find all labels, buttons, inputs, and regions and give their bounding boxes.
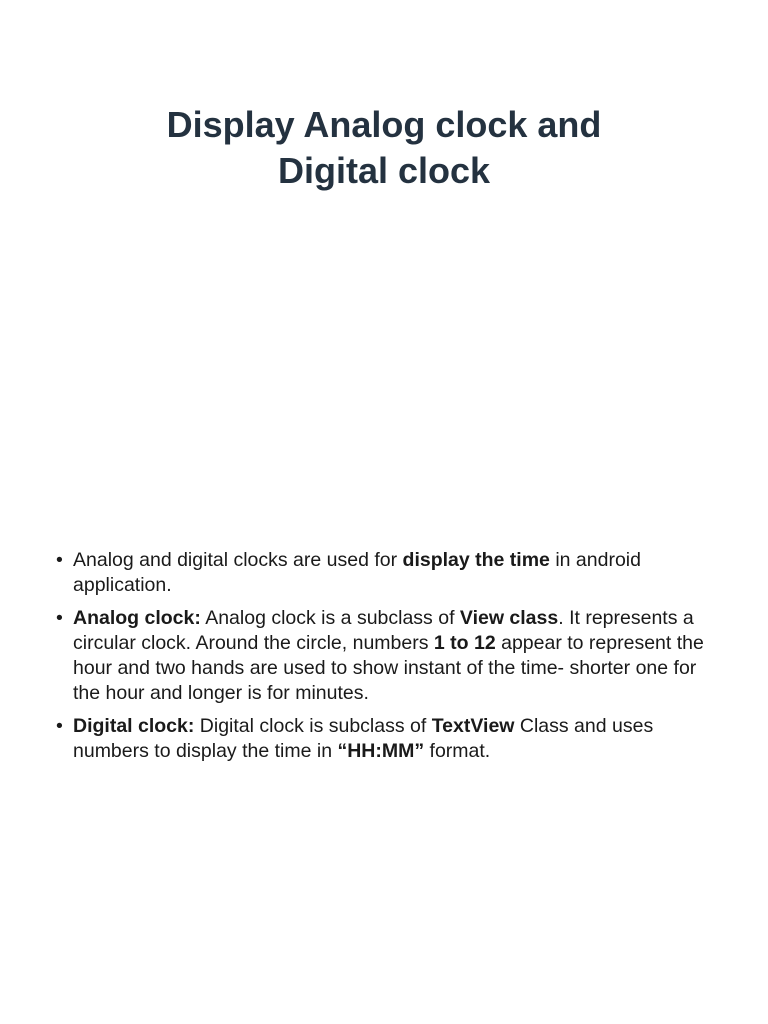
bullet-text: Analog clock is a subclass of xyxy=(200,607,460,629)
slide-title xyxy=(60,102,708,194)
bullet-text: format. xyxy=(424,740,491,762)
bullet-bold-text: Digital clock: xyxy=(73,715,195,737)
bullet-item-analog-clock xyxy=(56,606,716,706)
slide-title-line-1: Display Analog clock and xyxy=(166,104,602,146)
bullet-bold-text: TextView xyxy=(431,715,515,737)
bullet-bold-text: Analog clock: xyxy=(73,607,201,629)
bullet-text: Analog and digital clocks are used for xyxy=(73,549,403,571)
bullet-list xyxy=(56,548,716,772)
bullet-dot-icon: • xyxy=(56,715,63,737)
bullet-text: in android application. xyxy=(73,549,641,596)
bullet-text: Class and uses numbers to display the time in xyxy=(73,715,654,762)
bullet-bold-text: display the time xyxy=(402,549,550,571)
bullet-text: appear to represent the hour and two hands are used to show instant of the time- shorter one for the hour and longer is for minutes. xyxy=(73,632,704,704)
bullet-bold-text: View class xyxy=(459,607,559,629)
bullet-item-analog-digital-intro xyxy=(56,548,716,598)
bullet-dot-icon: • xyxy=(56,607,63,629)
slide-title-line-2: Digital clock xyxy=(277,150,491,192)
bullet-text: Digital clock is subclass of xyxy=(194,715,432,737)
bullet-bold-text: 1 to 12 xyxy=(433,632,496,654)
bullet-dot-icon: • xyxy=(56,549,63,571)
bullet-bold-text: “HH:MM” xyxy=(337,740,425,762)
bullet-item-digital-clock xyxy=(56,714,716,764)
bullet-text: . It represents a circular clock. Around the circle, numbers xyxy=(73,607,694,654)
